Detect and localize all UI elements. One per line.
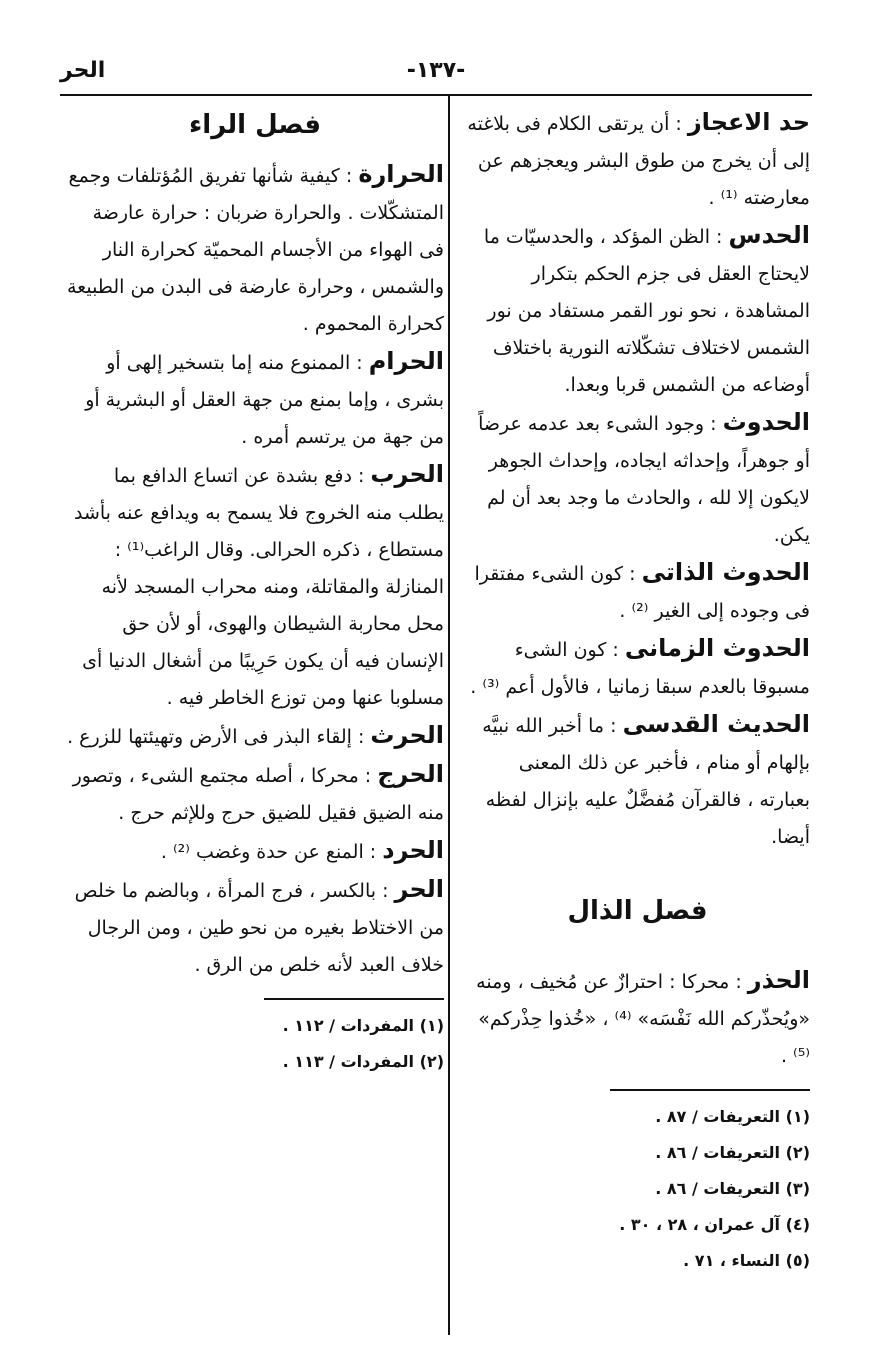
entry-term: الحدوث الذاتى — [641, 558, 810, 586]
footnote: (١) التعريفات / ٨٧ . — [655, 1107, 810, 1126]
entry-text: : إلقاء البذر فى الأرض وتهيئتها للزرع . — [67, 726, 371, 748]
entry-term: الحرارة — [358, 160, 444, 188]
entry-term: الحدوث — [722, 408, 810, 436]
entry-text: : كون الشىء مسبوقا بالعدم سبقا زمانيا ، فالأول أعم ⁽³⁾ . — [470, 639, 810, 698]
entry-text: : الظن المؤكد ، والحدسيّات ما لايحتاج العقل فى جزم الحكم بتكرار المشاهدة ، نحو نور القمر مستفاد من نور الشمس لاختلاف تشكّلاته النورية باختلاف أوضاعه من الشمس قربا وبعدا. — [483, 226, 810, 396]
column-divider — [448, 95, 450, 1335]
entry-text: : أن يرتقى الكلام فى بلاغته إلى أن يخرج من طوق البشر ويعجزهم عن معارضته ⁽¹⁾ . — [467, 113, 810, 209]
entry-term: الحديث القدسى — [622, 710, 810, 738]
entry — [465, 630, 810, 706]
right-column — [465, 104, 810, 1279]
left-column — [66, 104, 444, 1080]
entry-term: الحرام — [368, 347, 444, 375]
entry — [465, 404, 810, 554]
entry-term: الحرج — [377, 760, 444, 788]
entry-text: : وجود الشىء بعد عدمه عرضاً أو جوهراً، وإحداثه ايجاده، وإحداث الجوهر لايكون إلا لله ، والحادث ما وجد بعد أن لم يكن. — [478, 413, 810, 546]
entry-term: الحدوث الزمانى — [624, 634, 810, 662]
entry — [66, 717, 444, 756]
footnote: (٤) آل عمران ، ٢٨ ، ٣٠ . — [619, 1215, 810, 1234]
footnote-rule — [264, 998, 444, 1000]
footnote: (٥) النساء ، ٧١ . — [683, 1251, 810, 1270]
entry-text: : ما أخبر الله نبيَّه بإلهام أو منام ، فأخبر عن ذلك المعنى بعبارته ، فالقرآن مُفضَّلٌ عليه بإنزال لفظه أيضا. — [482, 715, 810, 848]
entry — [465, 706, 810, 856]
footnote: (٣) التعريفات / ٨٦ . — [655, 1179, 810, 1198]
entry-text: : محركا ، أصله مجتمع الشىء ، وتصور منه الضيق فقيل للضيق حرج وللإثم حرج . — [72, 765, 444, 824]
section-title: فصل الذال — [567, 896, 708, 926]
entry-term: الحذر — [747, 966, 810, 994]
entry-text: : كون الشىء مفتقرا فى وجوده إلى الغير ⁽²⁾ . — [474, 563, 810, 622]
footnote: (٢) التعريفات / ٨٦ . — [655, 1143, 810, 1162]
entry-text: : المنع عن حدة وغضب ⁽²⁾ . — [160, 841, 383, 863]
entry-text: : الممنوع منه إما بتسخير إلهى أو بشرى ، وإما بمنع من جهة العقل أو البشرية أو من جهة من يرتسم أمره . — [85, 352, 444, 448]
running-head: الحر — [60, 58, 106, 83]
entry — [66, 871, 444, 984]
entry — [465, 104, 810, 217]
entry-text: : بالكسر ، فرج المرأة ، وبالضم ما خلص من الاختلاط بغيره من نحو طين ، ومن الرجال خلاف العبد لأنه خلص من الرق . — [74, 880, 444, 976]
entry — [66, 832, 444, 871]
entry — [66, 343, 444, 456]
entry-term: الحدس — [728, 221, 810, 249]
entry — [465, 962, 810, 1075]
entry-term: الحرب — [370, 460, 444, 488]
entry-term: الحر — [394, 875, 444, 903]
entry-text: : محركا : احترازٌ عن مُخيف ، ومنه «ويُحذّركم الله نَفْسَه» ⁽⁴⁾ ، «خُذوا حِذْركم» ⁽⁵⁾ . — [476, 971, 810, 1067]
footnote: (٢) المفردات / ١١٣ . — [282, 1052, 444, 1071]
entry — [66, 756, 444, 832]
section-title: فصل الراء — [189, 110, 321, 140]
entry-term: الحرد — [382, 836, 444, 864]
entry-term: الحرث — [370, 721, 444, 749]
entry — [66, 156, 444, 343]
entry — [66, 456, 444, 717]
entry-text: : كيفية شأنها تفريق المُؤتلفات وجمع المتشكّلات . والحرارة ضربان : حرارة عارضة فى الهواء من الأجسام المحميّة كحرارة النار والشمس ، وحرارة عارضة فى البدن من الطبيعة كحرارة المحموم . — [66, 165, 444, 335]
footnote: (١) المفردات / ١١٢ . — [282, 1016, 444, 1035]
entry — [465, 217, 810, 404]
entry-text: : دفع بشدة عن اتساع الدافع بما يطلب منه الخروج فلا يسمح به ويدافع عنه بأشد مستطاع ، ذكره الحرالى. وقال الراغب⁽¹⁾ : المنازلة والمقاتلة، ومنه محراب المسجد لأنه محل محاربة الشيطان والهوى، أو لأن حق الإنسان فيه أن يكون حَرِيبًا من أشغال الدنيا أى مسلوبا عنها ومن توزع الخاطر فيه . — [73, 465, 444, 709]
footnote-rule — [610, 1089, 810, 1091]
page-number: -١٣٧- — [406, 58, 466, 83]
entry-term: حد الاعجاز — [687, 108, 810, 136]
page-header — [60, 52, 812, 96]
entry — [465, 554, 810, 630]
